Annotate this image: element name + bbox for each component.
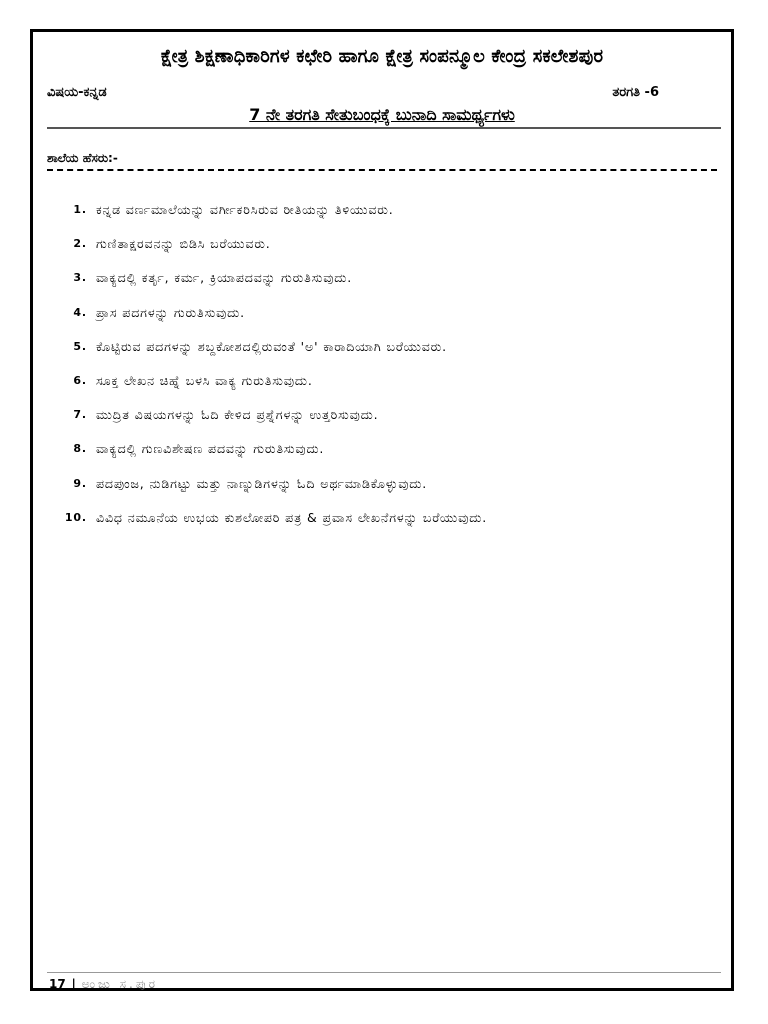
- list-item: [63, 236, 487, 270]
- item-text: ವಾಕ್ಯದಲ್ಲಿ ಕರ್ತೃ, ಕರ್ಮ, ಕ್ರಿಯಾಪದವನ್ನು ಗುರುತಿಸುವುದು.: [96, 270, 353, 286]
- item-number: 1.: [73, 203, 87, 216]
- subject-label: ವಿಷಯ-ಕನ್ನಡ: [47, 85, 107, 100]
- item-number: 2.: [73, 237, 87, 251]
- footer-divider: [47, 972, 721, 973]
- header-divider: [47, 127, 721, 129]
- item-number: 7.: [73, 408, 87, 422]
- footer-author: ಅಂಜು ಸ.ಪುರ: [81, 977, 158, 991]
- list-item: [63, 373, 487, 407]
- list-item: [63, 202, 487, 236]
- item-text: ಗುಣಿತಾಕ್ಷರವನನ್ನು ಬಿಡಿಸಿ ಬರೆಯುವರು.: [96, 236, 271, 252]
- item-text: ಪ್ರಾಸ ಪದಗಳನ್ನು ಗುರುತಿಸುವುದು.: [96, 304, 245, 320]
- list-item: [63, 407, 487, 441]
- office-title: ಕ್ಷೇತ್ರ ಶಿಕ್ಷಣಾಧಿಕಾರಿಗಳ ಕಛೇರಿ ಹಾಗೂ ಕ್ಷೇತ್ರ ಸಂಪನ್ಮೂಲ ಕೇಂದ್ರ ಸಕಲೇಶಪುರ: [160, 46, 604, 67]
- item-text: ಸೂಕ್ತ ಲೇಖನ ಚಿಹ್ನೆ ಬಳಸಿ ವಾಕ್ಯ ಗುರುತಿಸುವುದು.: [96, 372, 313, 388]
- list-item: [63, 305, 487, 339]
- document-subtitle: 7 ನೇ ತರಗತಿ ಸೇತುಬಂಧಕ್ಕೆ ಬುನಾದಿ ಸಾಮರ್ಥ್ಯಗಳು: [249, 105, 515, 124]
- list-item: [63, 441, 487, 475]
- item-number: 5.: [73, 339, 87, 353]
- list-item: [63, 510, 487, 544]
- item-number: 6.: [73, 373, 87, 387]
- item-number: 10.: [64, 510, 87, 524]
- list-item: [63, 339, 487, 373]
- item-number: 4.: [73, 305, 87, 319]
- footer-separator: |: [71, 977, 76, 991]
- page-footer: [49, 977, 158, 992]
- page-border: [30, 29, 734, 991]
- school-name-label: ಶಾಲೆಯ ಹೆಸರು:-: [47, 151, 118, 165]
- list-item: [63, 476, 487, 510]
- item-text: ವಾಕ್ಯದಲ್ಲಿ ಗುಣವಿಶೇಷಣ ಪದವನ್ನು ಗುರುತಿಸುವುದು.: [96, 441, 325, 457]
- page-number: 17: [49, 977, 66, 991]
- item-text: ಮುದ್ರಿತ ವಿಷಯಗಳನ್ನು ಓದಿ ಕೇಳಿದ ಪ್ರಶ್ನೆಗಳನ್ನು ಉತ್ತರಿಸುವುದು.: [96, 407, 379, 423]
- grade-label: ತರಗತಿ -6: [612, 85, 659, 100]
- item-text: ಕನ್ನಡ ವರ್ಣಮಾಲೆಯನ್ನು ವರ್ಗೀಕರಿಸಿರುವ ರೀತಿಯನ್ನು ತಿಳಿಯುವರು.: [96, 202, 394, 217]
- list-item: [63, 270, 487, 304]
- item-number: 9.: [73, 476, 87, 490]
- item-number: 3.: [73, 271, 87, 285]
- item-number: 8.: [73, 442, 87, 456]
- item-text: ಪದಪುಂಜ, ನುಡಿಗಟ್ಟು ಮತ್ತು ನಾಣ್ನುಡಿಗಳನ್ನು ಓದಿ ಅರ್ಥಮಾಡಿಕೊಳ್ಳುವುದು.: [96, 475, 428, 491]
- dashed-divider: [47, 169, 717, 171]
- competency-list: [63, 202, 487, 544]
- item-text: ಕೊಟ್ಟಿರುವ ಪದಗಳನ್ನು ಶಬ್ದಕೋಶದಲ್ಲಿರುವಂತೆ 'ಅ' ಕಾರಾದಿಯಾಗಿ ಬರೆಯುವರು.: [96, 338, 448, 354]
- item-text: ವಿವಿಧ ನಮೂನೆಯ ಉಭಯ ಕುಶಲೋಪರಿ ಪತ್ರ & ಪ್ರವಾಸ ಲೇಖನೆಗಳನ್ನು ಬರೆಯುವುದು.: [96, 509, 488, 525]
